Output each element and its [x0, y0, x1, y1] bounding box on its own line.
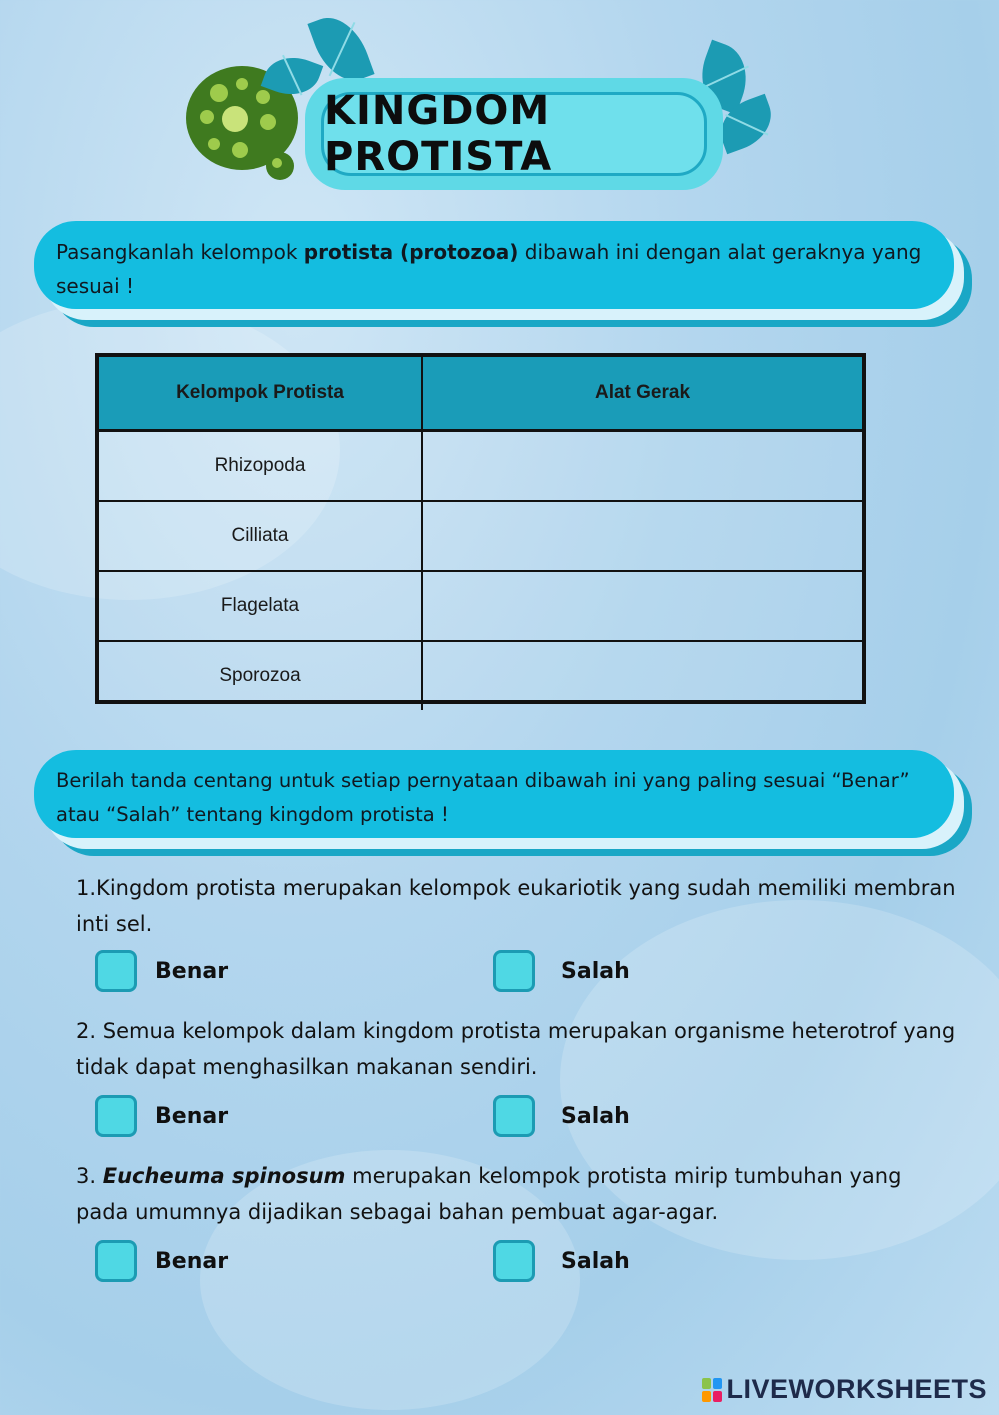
checkbox[interactable] [95, 950, 137, 992]
answer-cell[interactable] [422, 571, 862, 641]
group-cell: Sporozoa [99, 641, 422, 710]
liveworksheets-logo-icon [702, 1378, 722, 1402]
q1-option-true[interactable]: Benar [95, 950, 228, 992]
answer-cell[interactable] [422, 501, 862, 571]
group-cell: Cilliata [99, 501, 422, 571]
question-2: 2. Semua kelompok dalam kingdom protista merupakan organisme heterotrof yang tidak dapat menghasilkan makanan sendiri. [76, 1019, 956, 1079]
q2-option-true[interactable]: Benar [95, 1095, 228, 1137]
group-cell: Flagelata [99, 571, 422, 641]
checkbox[interactable] [95, 1240, 137, 1282]
table-row [99, 431, 862, 502]
q3-option-false[interactable]: Salah [493, 1240, 630, 1282]
instruction-text: Berilah tanda centang untuk setiap pernyataan dibawah ini yang paling sesuai “Benar” atau “Salah” tentang kingdom protista ! [56, 769, 910, 826]
q3-option-true[interactable]: Benar [95, 1240, 228, 1282]
instruction-text: Pasangkanlah kelompok protista (protozoa) dibawah ini dengan alat geraknya yang sesuai ! [56, 240, 922, 298]
table-header-answer: Alat Gerak [422, 357, 862, 431]
table-row [99, 501, 862, 571]
group-cell: Rhizopoda [99, 431, 422, 502]
instruction-banner-truefalse [34, 750, 968, 842]
table-row [99, 641, 862, 710]
question-1: 1.Kingdom protista merupakan kelompok eukariotik yang sudah memiliki membran inti sel. [76, 876, 956, 936]
page-title: KINGDOM PROTISTA [324, 88, 553, 180]
matching-table [95, 353, 866, 704]
instruction-banner-matching [34, 221, 968, 313]
answer-cell[interactable] [422, 431, 862, 502]
question-3: 3. Eucheuma spinosum merupakan kelompok protista mirip tumbuhan yang pada umumnya dijadikan sebagai bahan pembuat agar-agar. [76, 1164, 902, 1224]
liveworksheets-brand: LIVEWORKSHEETS [702, 1374, 987, 1405]
table-header-group: Kelompok Protista [99, 357, 422, 431]
checkbox[interactable] [493, 1240, 535, 1282]
checkbox[interactable] [95, 1095, 137, 1137]
checkbox[interactable] [493, 950, 535, 992]
checkbox[interactable] [493, 1095, 535, 1137]
q1-option-false[interactable]: Salah [493, 950, 630, 992]
answer-cell[interactable] [422, 641, 862, 710]
q2-option-false[interactable]: Salah [493, 1095, 630, 1137]
table-row [99, 571, 862, 641]
title-badge [305, 78, 725, 190]
